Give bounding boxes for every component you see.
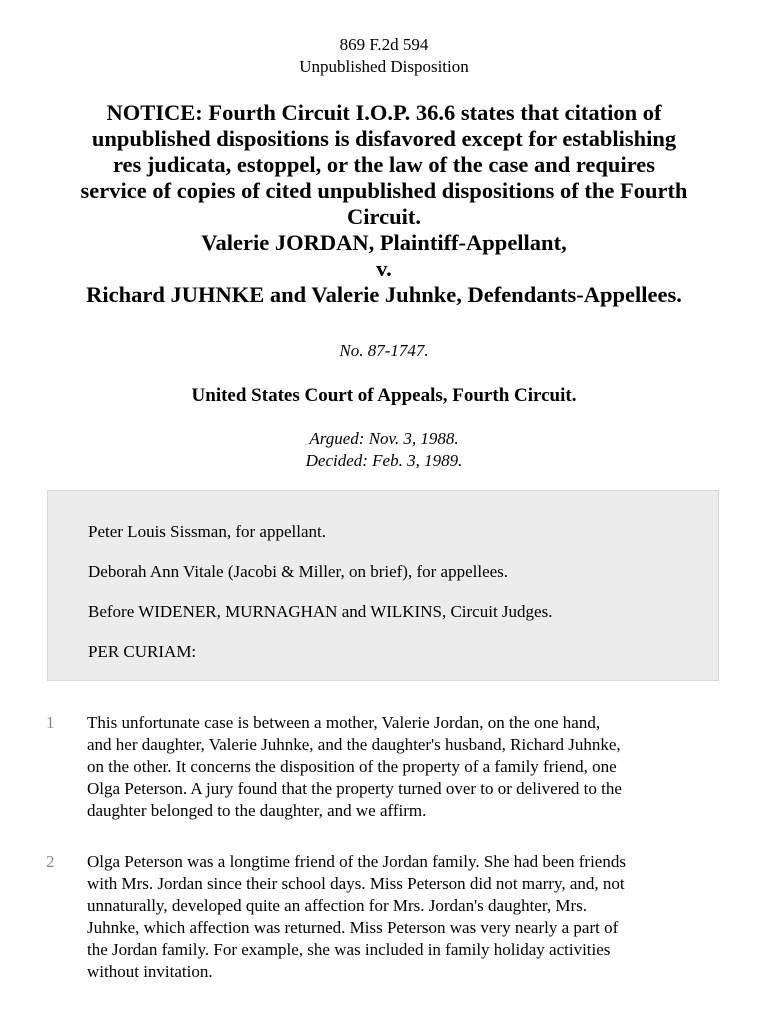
defendants-name: Richard JUHNKE and Valerie Juhnke, Defendants-Appellees. <box>86 282 682 307</box>
notice-line: NOTICE: Fourth Circuit I.O.P. 36.6 states that citation of <box>106 100 662 125</box>
case-title <box>40 100 728 308</box>
paragraph-line: on the other. It concerns the disposition of the property of a family friend, one <box>87 757 617 776</box>
paragraph-line: without invitation. <box>87 962 213 981</box>
notice-line: unpublished dispositions is disfavored except for establishing <box>91 126 677 151</box>
paragraph-line: Olga Peterson. A jury found that the property turned over to or delivered to the <box>87 779 622 798</box>
paragraph-line: Olga Peterson was a longtime friend of the Jordan family. She had been friends <box>87 852 626 871</box>
notice-line: Circuit. <box>347 204 421 229</box>
paragraph-line: Juhnke, which affection was returned. Miss Peterson was very nearly a part of <box>87 918 619 937</box>
plaintiff-name: Valerie JORDAN, Plaintiff-Appellant, <box>201 230 567 255</box>
paragraph-line: daughter belonged to the daughter, and we affirm. <box>87 801 427 820</box>
per-curiam-label: PER CURIAM: <box>88 642 197 661</box>
decided-date: Decided: Feb. 3, 1989. <box>305 451 463 470</box>
appellees-counsel: Deborah Ann Vitale (Jacobi & Miller, on brief), for appellees. <box>88 562 509 581</box>
opinion-paragraph <box>87 851 727 983</box>
opinion-paragraph <box>87 712 727 822</box>
case-citation-header <box>0 34 768 78</box>
paragraph-line: the Jordan family. For example, she was included in family holiday activities <box>87 940 611 959</box>
notice-line: res judicata, estoppel, or the law of the case and requires <box>112 152 656 177</box>
paragraph-line: and her daughter, Valerie Juhnke, and the daughter's husband, Richard Juhnke, <box>87 735 621 754</box>
reporter-citation: 869 F.2d 594 <box>339 35 429 54</box>
panel-judges: Before WIDENER, MURNAGHAN and WILKINS, Circuit Judges. <box>88 602 553 621</box>
paragraph-line: This unfortunate case is between a mother, Valerie Jordan, on the one hand, <box>87 713 601 732</box>
case-dates <box>0 428 768 472</box>
paragraph-number: 2 <box>46 852 55 871</box>
appellant-counsel: Peter Louis Sissman, for appellant. <box>88 522 326 541</box>
argued-date: Argued: Nov. 3, 1988. <box>309 429 459 448</box>
paragraph-line: unnaturally, developed quite an affection for Mrs. Jordan's daughter, Mrs. <box>87 896 587 915</box>
court-name: United States Court of Appeals, Fourth Circuit. <box>191 385 577 406</box>
notice-line: service of copies of cited unpublished dispositions of the Fourth <box>80 178 688 203</box>
counsel-panel <box>47 490 719 681</box>
docket-number: No. 87-1747. <box>339 341 429 360</box>
versus-label: v. <box>376 256 392 281</box>
paragraph-line: with Mrs. Jordan since their school days. Miss Peterson did not marry, and, not <box>87 874 625 893</box>
paragraph-number: 1 <box>46 713 55 732</box>
disposition-label: Unpublished Disposition <box>299 57 469 76</box>
